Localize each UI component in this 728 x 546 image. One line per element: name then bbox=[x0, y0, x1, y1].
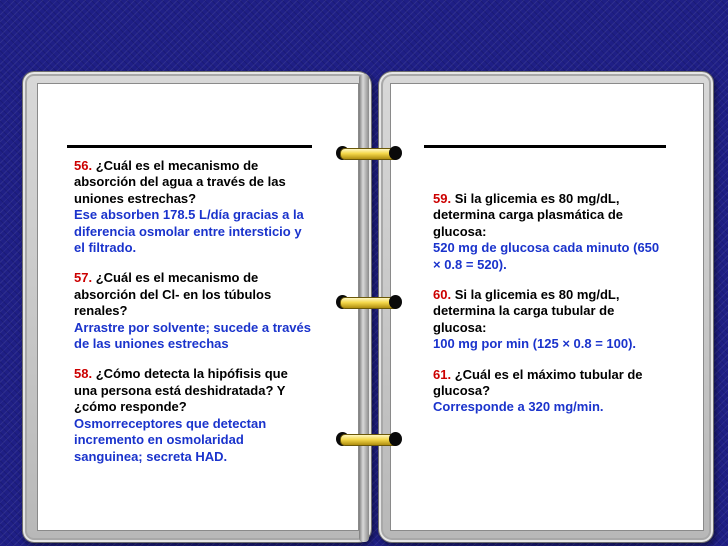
question-number: 57. bbox=[74, 270, 93, 286]
page-rule-right bbox=[424, 145, 666, 148]
question-number: 58. bbox=[74, 366, 93, 382]
answer-text: Arrastre por solvente; sucede a través de las uniones estrechas bbox=[74, 319, 311, 352]
question-number: 61. bbox=[433, 366, 452, 382]
question-number: 59. bbox=[433, 191, 452, 206]
question-text: ¿Cómo detecta la hipófisis que una persona está deshidratada? Y ¿cómo responde? bbox=[74, 366, 288, 415]
answer-text: 100 mg por min (125 × 0.8 = 100). bbox=[433, 336, 637, 352]
question-number: 60. bbox=[433, 287, 452, 303]
question-text: ¿Cuál es el mecanismo de absorción del Cl- en los túbulos renales? bbox=[74, 270, 272, 319]
answer-text: Osmorreceptores que detectan incremento en osmolaridad sanguinea; secreta HAD. bbox=[74, 415, 267, 464]
question-60 bbox=[433, 287, 668, 353]
question-56 bbox=[74, 158, 314, 256]
answer-text: 520 mg de glucosa cada minuto (650 × 0.8 = 520). bbox=[433, 240, 660, 272]
question-text: ¿Cuál es el máximo tubular de glucosa? bbox=[433, 366, 643, 399]
question-59 bbox=[433, 191, 668, 273]
page-rule-left bbox=[67, 145, 312, 148]
question-61 bbox=[433, 367, 668, 416]
right-page-text bbox=[433, 191, 668, 430]
binder-ring-3 bbox=[336, 429, 402, 449]
question-58 bbox=[74, 366, 314, 464]
question-number: 56. bbox=[74, 158, 93, 173]
question-text: Si la glicemia es 80 mg/dL, determina carga plasmática de glucosa: bbox=[433, 191, 624, 239]
question-text: ¿Cuál es el mecanismo de absorción del agua a través de las uniones estrechas? bbox=[74, 158, 286, 206]
question-text: Si la glicemia es 80 mg/dL, determina la carga tubular de glucosa: bbox=[433, 287, 620, 335]
binder-ring-2 bbox=[336, 292, 402, 312]
question-57 bbox=[74, 270, 314, 352]
answer-text: Corresponde a 320 mg/min. bbox=[433, 399, 604, 415]
left-page-text bbox=[74, 158, 314, 479]
binder-ring-1 bbox=[336, 143, 402, 163]
answer-text: Ese absorben 178.5 L/día gracias a la diferencia osmolar entre intersticio y el filtrado. bbox=[74, 207, 304, 256]
